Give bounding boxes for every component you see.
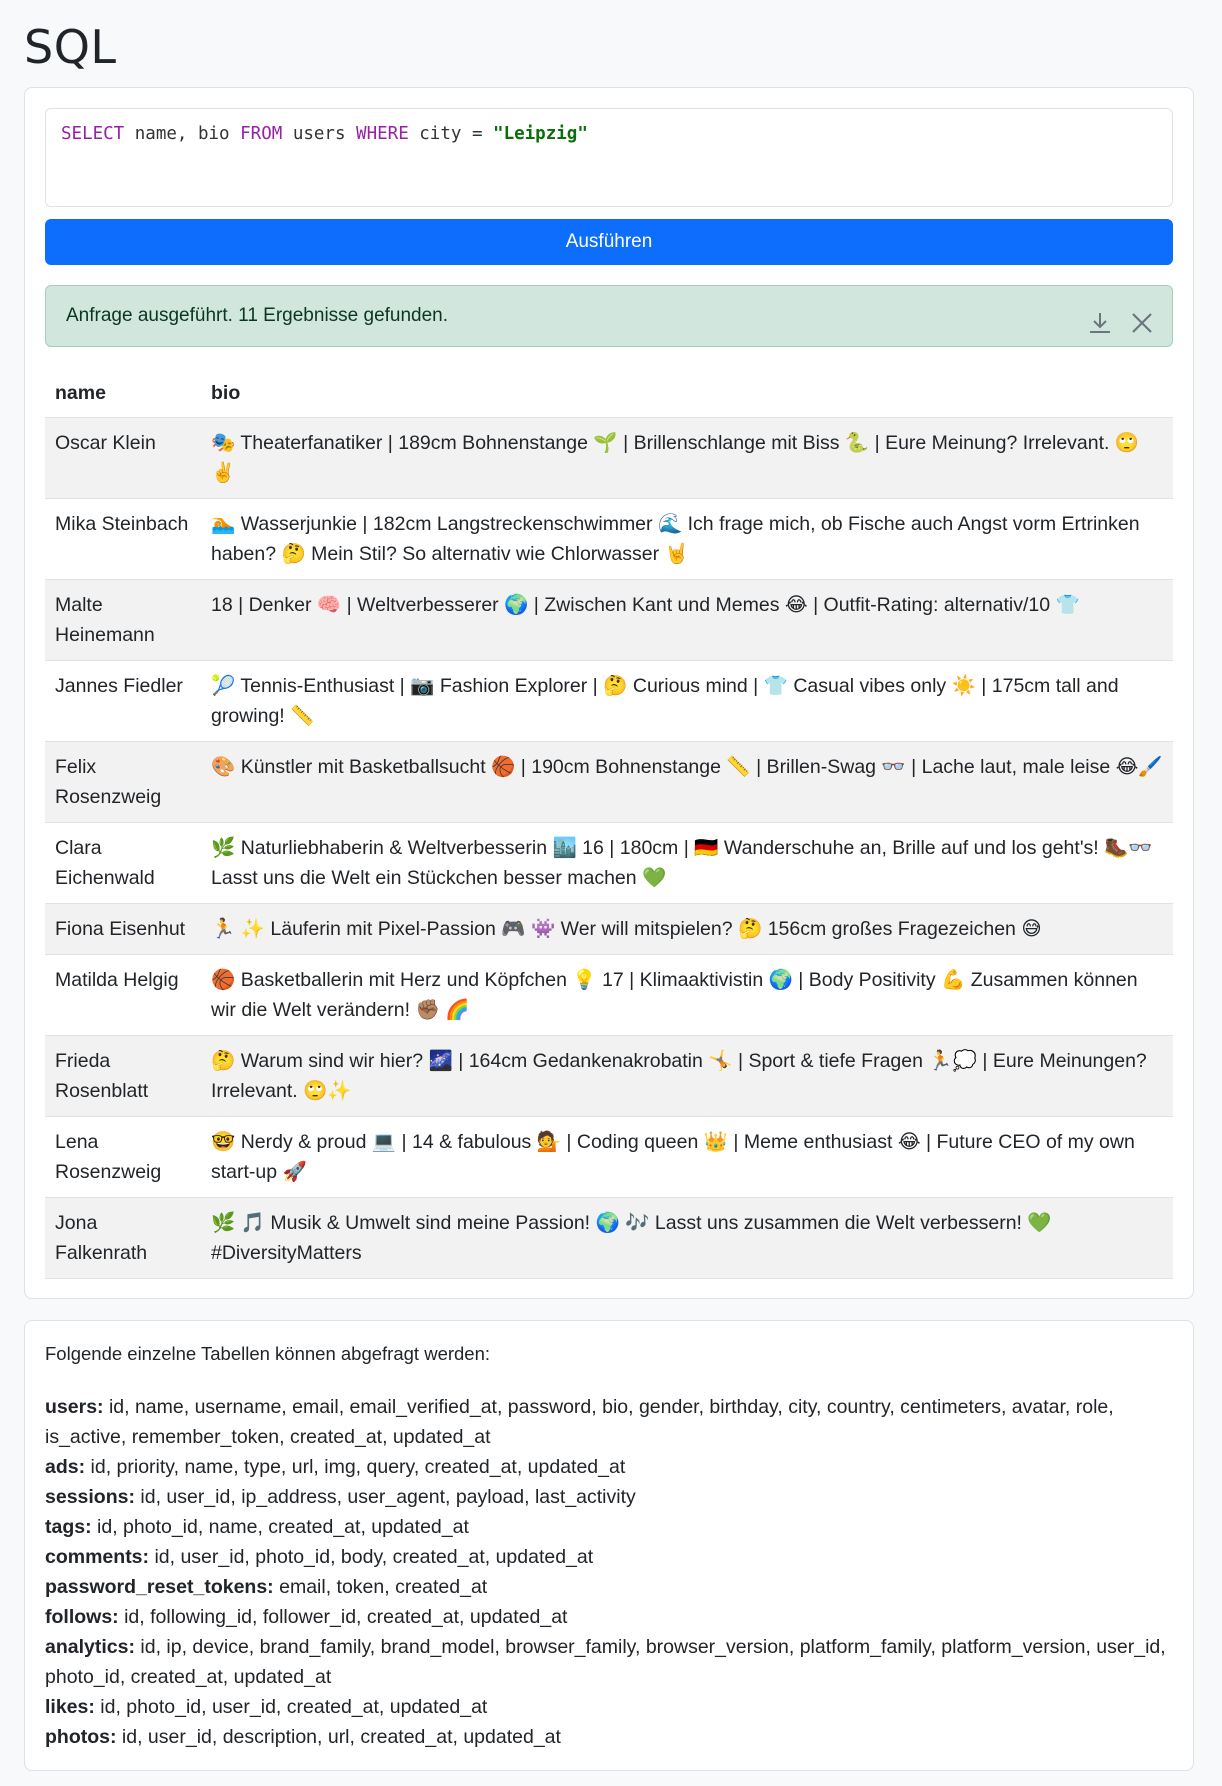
table-row — [45, 661, 1173, 742]
cell-name: Mika Steinbach — [45, 499, 201, 580]
cell-bio: 🎨 Künstler mit Basketballsucht 🏀 | 190cm Bohnenstange 📏 | Brillen-Swag 👓 | Lache laut, male leise 😂🖌️ — [201, 742, 1173, 823]
sql-text: users — [282, 124, 357, 144]
query-card — [24, 87, 1194, 1299]
cell-name: Clara Eichenwald — [45, 823, 201, 904]
table-row — [45, 823, 1173, 904]
alert-message: Anfrage ausgeführt. 11 Ergebnisse gefunden. — [66, 305, 449, 326]
schema-table-name: follows: — [45, 1606, 119, 1628]
schema-table-columns: id, user_id, photo_id, body, created_at, updated_at — [154, 1546, 594, 1568]
schema-table-entry — [45, 1392, 1175, 1452]
table-row — [45, 418, 1173, 499]
column-header-bio: bio — [201, 366, 1173, 418]
close-icon[interactable] — [1128, 302, 1156, 330]
schema-table-entry — [45, 1632, 1175, 1692]
table-row — [45, 742, 1173, 823]
schema-table-name: comments: — [45, 1546, 150, 1568]
table-row — [45, 1198, 1173, 1279]
schema-table-entry — [45, 1512, 1175, 1542]
cell-bio: 🎭 Theaterfanatiker | 189cm Bohnenstange 🌱 | Brillenschlange mit Biss 🐍 | Eure Meinung? Irrelevant. 🙄✌️ — [201, 418, 1173, 499]
cell-bio: 🏃 ✨ Läuferin mit Pixel-Passion 🎮 👾 Wer will mitspielen? 🤔 156cm großes Fragezeichen 😅 — [201, 904, 1173, 955]
cell-bio: 🌿 Naturliebhaberin & Weltverbesserin 🏙️ 16 | 180cm | 🇩🇪 Wanderschuhe an, Brille auf und los geht's! 🥾👓 Lasst uns die Welt ein Stückchen besser machen 💚 — [201, 823, 1173, 904]
schema-table-name: sessions: — [45, 1486, 135, 1508]
table-row — [45, 580, 1173, 661]
schema-table-name: photos: — [45, 1726, 117, 1748]
table-row — [45, 1036, 1173, 1117]
schema-table-name: password_reset_tokens: — [45, 1576, 274, 1598]
cell-name: Matilda Helgig — [45, 955, 201, 1036]
run-button[interactable]: Ausführen — [45, 219, 1173, 265]
table-row — [45, 1117, 1173, 1198]
table-row — [45, 955, 1173, 1036]
table-header-row — [45, 366, 1173, 418]
schema-table-columns: id, following_id, follower_id, created_at, updated_at — [124, 1606, 568, 1628]
cell-bio: 18 | Denker 🧠 | Weltverbesserer 🌍 | Zwischen Kant und Memes 😂 | Outfit-Rating: alternativ/10 👕 — [201, 580, 1173, 661]
sql-text: city = — [408, 124, 494, 144]
cell-name: Jona Falkenrath — [45, 1198, 201, 1279]
sql-editor[interactable] — [45, 108, 1173, 207]
cell-name: Felix Rosenzweig — [45, 742, 201, 823]
schema-table-columns: id, user_id, ip_address, user_agent, payload, last_activity — [140, 1486, 636, 1508]
schema-table-name: analytics: — [45, 1636, 135, 1658]
cell-bio: 🏀 Basketballerin mit Herz und Köpfchen 💡 17 | Klimaaktivistin 🌍 | Body Positivity 💪 Zusammen können wir die Welt verändern! ✊🏽 🌈 — [201, 955, 1173, 1036]
schema-table-list — [45, 1392, 1175, 1752]
cell-bio: 🏊 Wasserjunkie | 182cm Langstreckenschwimmer 🌊 Ich frage mich, ob Fische auch Angst vorm Ertrinken haben? 🤔 Mein Stil? So alternativ wie Chlorwasser 🤘 — [201, 499, 1173, 580]
column-header-name: name — [45, 366, 201, 418]
cell-bio: 🤓 Nerdy & proud 💻 | 14 & fabulous 💁 | Coding queen 👑 | Meme enthusiast 😂 | Future CEO of my own start-up 🚀 — [201, 1117, 1173, 1198]
schema-table-entry — [45, 1572, 1175, 1602]
schema-intro: Folgende einzelne Tabellen können abgefragt werden: — [45, 1343, 491, 1364]
schema-table-columns: id, name, username, email, email_verified_at, password, bio, gender, birthday, city, country, centimeters, avatar, role, is_active, remember_token, created_at, updated_at — [45, 1396, 1114, 1448]
cell-bio: 🎾 Tennis-Enthusiast | 📷 Fashion Explorer | 🤔 Curious mind | 👕 Casual vibes only ☀️ | 175cm tall and growing! 📏 — [201, 661, 1173, 742]
schema-table-entry — [45, 1692, 1175, 1722]
schema-table-entry — [45, 1722, 1175, 1752]
schema-table-entry — [45, 1602, 1175, 1632]
schema-table-name: ads: — [45, 1456, 86, 1478]
sql-keyword: WHERE — [356, 124, 409, 144]
schema-table-name: users: — [45, 1396, 104, 1418]
cell-name: Lena Rosenzweig — [45, 1117, 201, 1198]
download-icon[interactable] — [1086, 302, 1114, 330]
sql-string: "Leipzig" — [493, 124, 588, 144]
cell-name: Jannes Fiedler — [45, 661, 201, 742]
table-row — [45, 499, 1173, 580]
schema-table-columns: id, ip, device, brand_family, brand_model, browser_family, browser_version, platform_family, platform_version, user_id, photo_id, created_at, updated_at — [45, 1636, 1166, 1688]
cell-bio: 🌿 🎵 Musik & Umwelt sind meine Passion! 🌍 🎶 Lasst uns zusammen die Welt verbessern! 💚 #DiversityMatters — [201, 1198, 1173, 1279]
cell-name: Oscar Klein — [45, 418, 201, 499]
schema-table-name: tags: — [45, 1516, 92, 1538]
schema-table-entry — [45, 1452, 1175, 1482]
results-table — [45, 366, 1173, 1279]
schema-card — [24, 1320, 1194, 1771]
schema-table-entry — [45, 1482, 1175, 1512]
cell-name: Malte Heinemann — [45, 580, 201, 661]
sql-text: name, bio — [124, 124, 241, 144]
sql-keyword: FROM — [240, 124, 283, 144]
schema-table-columns: id, photo_id, name, created_at, updated_at — [97, 1516, 469, 1538]
schema-table-entry — [45, 1542, 1175, 1572]
schema-table-columns: email, token, created_at — [279, 1576, 488, 1598]
cell-name: Fiona Eisenhut — [45, 904, 201, 955]
page-title: SQL — [24, 20, 117, 74]
schema-table-columns: id, priority, name, type, url, img, query, created_at, updated_at — [90, 1456, 626, 1478]
schema-table-columns: id, user_id, description, url, created_at, updated_at — [121, 1726, 561, 1748]
schema-table-columns: id, photo_id, user_id, created_at, updated_at — [100, 1696, 488, 1718]
result-alert — [45, 285, 1173, 347]
schema-table-name: likes: — [45, 1696, 95, 1718]
sql-keyword: SELECT — [61, 124, 125, 144]
cell-bio: 🤔 Warum sind wir hier? 🌌 | 164cm Gedankenakrobatin 🤸 | Sport & tiefe Fragen 🏃💭 | Eure Meinungen? Irrelevant. 🙄✨ — [201, 1036, 1173, 1117]
table-row — [45, 904, 1173, 955]
cell-name: Frieda Rosenblatt — [45, 1036, 201, 1117]
